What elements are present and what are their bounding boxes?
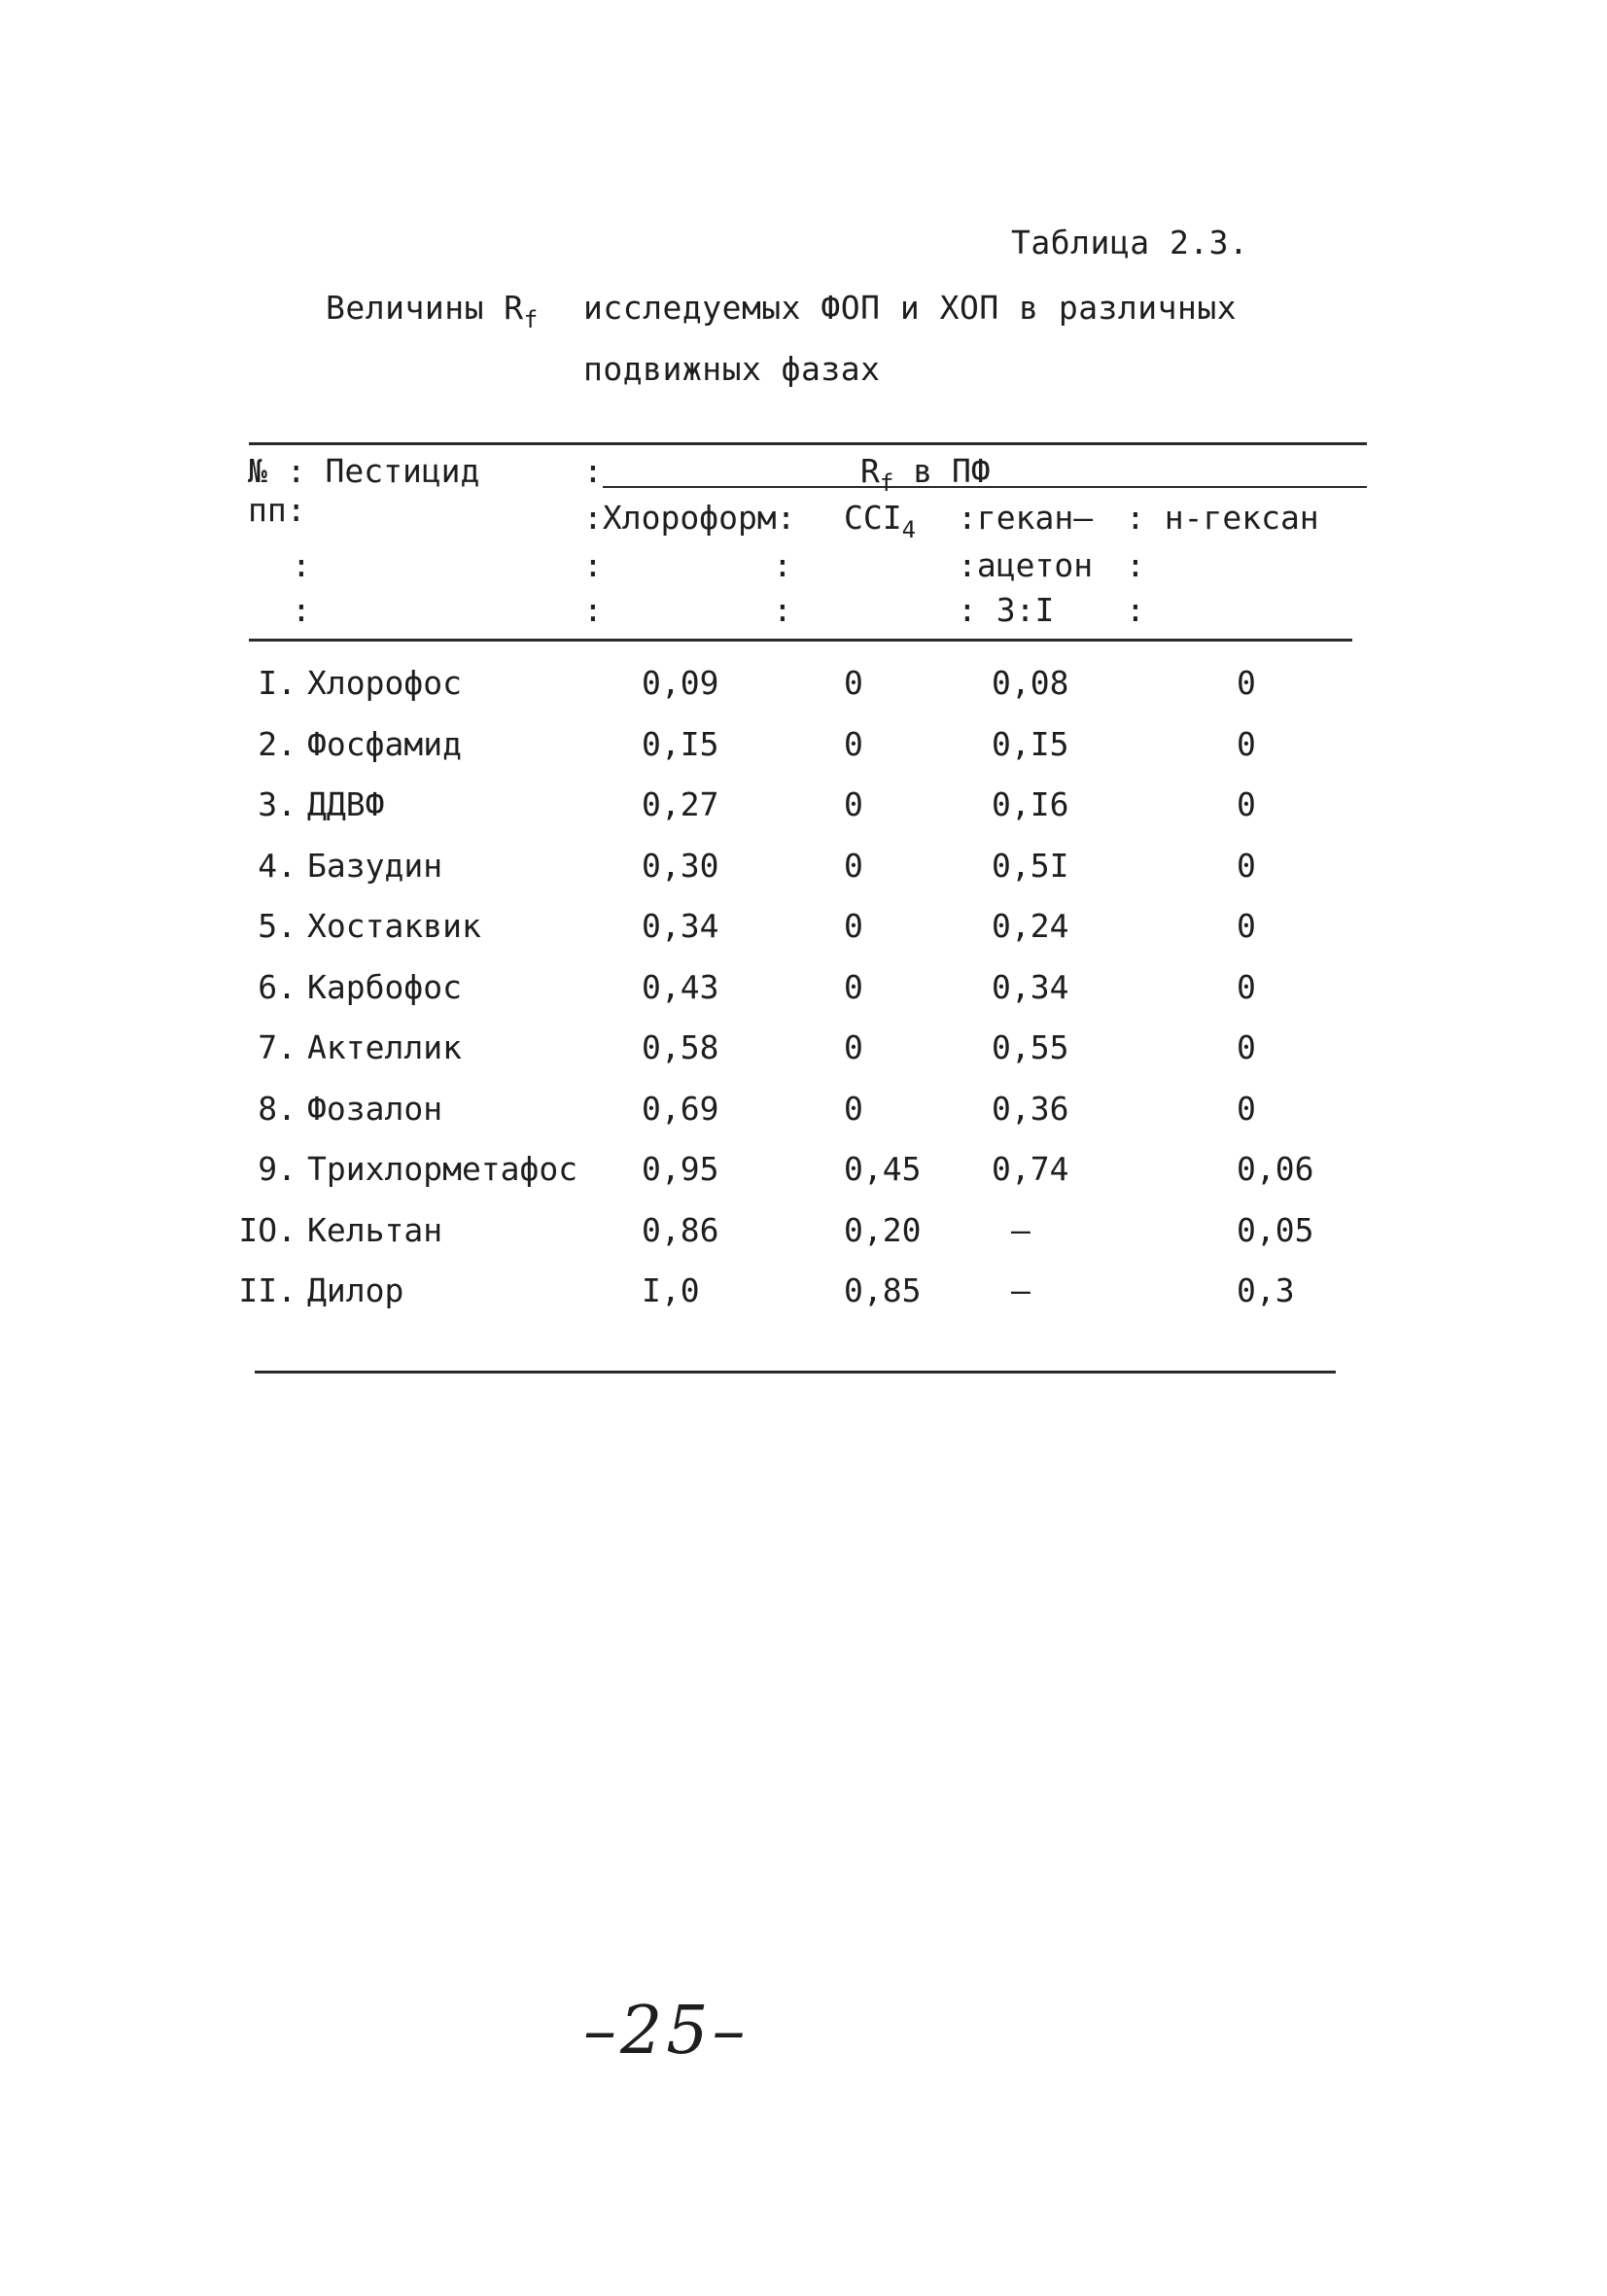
row-number: 3. (258, 785, 297, 823)
row-chloroform: 0,86 (642, 1210, 719, 1249)
row-pesticide: Кельтан (307, 1210, 443, 1249)
header-ccl4-sub: 4 (901, 516, 917, 543)
row-chloroform: 0,34 (642, 907, 719, 945)
row-number: 4. (258, 846, 297, 885)
row-number: 5. (258, 907, 297, 945)
row-hex-acetone: 0,74 (992, 1150, 1069, 1188)
row-chloroform: 0,43 (642, 967, 719, 1006)
row-hex-acetone: 0,34 (992, 967, 1069, 1006)
row-hex-acetone: 0,55 (992, 1028, 1069, 1066)
header-chloroform: :Хлороформ: (583, 499, 796, 537)
header-colon: : (292, 546, 311, 584)
header-hexane: : н-гексан (1126, 499, 1319, 537)
row-pesticide: ДДВФ (307, 785, 385, 823)
row-pesticide: Карбофос (307, 967, 462, 1006)
header-hexacetone-line2: :ацетон (958, 546, 1094, 584)
caption-line1-right: исследуемых ФОП и ХОП в различных (583, 289, 1238, 327)
row-ccl4: 0 (844, 967, 863, 1006)
row-hexane: 0 (1237, 1028, 1256, 1066)
row-chloroform: 0,69 (642, 1089, 719, 1128)
row-hexane: 0 (1237, 724, 1256, 763)
row-ccl4: 0 (844, 785, 863, 823)
row-pesticide: Базудин (307, 846, 443, 885)
header-colon: : (292, 591, 311, 629)
row-pesticide: Хлорофос (307, 664, 462, 702)
row-pesticide: Актеллик (307, 1028, 462, 1066)
header-group-label (860, 452, 991, 497)
row-ccl4: 0,85 (844, 1271, 922, 1309)
header-colon: : (583, 591, 603, 629)
row-ccl4: 0,20 (844, 1210, 922, 1249)
row-number: 9. (258, 1150, 297, 1188)
table-bottom-rule (255, 1371, 1336, 1374)
header-colon: : (773, 546, 792, 584)
row-hexane: 0,05 (1237, 1210, 1314, 1249)
row-hexane: 0,3 (1237, 1271, 1295, 1309)
row-number: 6. (258, 967, 297, 1006)
caption-line2: подвижных фазах (583, 350, 881, 388)
row-hex-acetone: – (1011, 1210, 1031, 1249)
row-hex-acetone: 0,08 (992, 664, 1069, 702)
caption-line1-left (326, 289, 539, 333)
header-colon: : (583, 452, 603, 490)
row-number: IO. (238, 1210, 297, 1249)
row-chloroform: 0,30 (642, 846, 719, 885)
row-chloroform: 0,I5 (642, 724, 719, 763)
header-group-suffix: в ПФ (913, 452, 991, 490)
header-colon: : (1126, 546, 1145, 584)
page-number: –25– (583, 1993, 750, 2070)
row-ccl4: 0 (844, 1089, 863, 1128)
header-ccl4 (844, 499, 916, 543)
row-hexane: 0 (1237, 907, 1256, 945)
row-ccl4: 0 (844, 1028, 863, 1066)
caption-rf-sub: f (523, 306, 539, 333)
header-colon: : (1126, 591, 1145, 629)
row-hex-acetone: – (1011, 1271, 1031, 1309)
row-hexane: 0 (1237, 664, 1256, 702)
row-ccl4: 0 (844, 907, 863, 945)
row-hex-acetone: 0,24 (992, 907, 1069, 945)
row-number: II. (238, 1271, 297, 1309)
row-number: 7. (258, 1028, 297, 1066)
row-hex-acetone: 0,5I (992, 846, 1069, 885)
row-chloroform: I,0 (642, 1271, 700, 1309)
row-pesticide: Фосфамид (307, 724, 462, 763)
row-hex-acetone: 0,I6 (992, 785, 1069, 823)
row-number: 8. (258, 1089, 297, 1128)
row-hex-acetone: 0,I5 (992, 724, 1069, 763)
header-num-name: № : Пестицид (248, 452, 480, 490)
row-hexane: 0 (1237, 785, 1256, 823)
table-top-rule (249, 442, 1367, 445)
row-chloroform: 0,95 (642, 1150, 719, 1188)
header-hexacetone-line3: : 3:I (958, 591, 1055, 629)
table-label: Таблица 2.3. (1011, 224, 1249, 261)
caption-rf: Величины R (326, 289, 524, 327)
row-hexane: 0,06 (1237, 1150, 1314, 1188)
row-hexane: 0 (1237, 846, 1256, 885)
row-ccl4: 0,45 (844, 1150, 922, 1188)
row-hexane: 0 (1237, 1089, 1256, 1128)
row-pesticide: Хостаквик (307, 907, 481, 945)
header-ccl4-text: CCI (844, 499, 902, 537)
row-chloroform: 0,09 (642, 664, 719, 702)
header-num-line2: пп: (248, 491, 306, 529)
row-pesticide: Трихлорметафос (307, 1150, 578, 1188)
row-chloroform: 0,27 (642, 785, 719, 823)
row-pesticide: Дилор (307, 1271, 404, 1309)
row-chloroform: 0,58 (642, 1028, 719, 1066)
row-number: I. (258, 664, 297, 702)
row-pesticide: Фозалон (307, 1089, 443, 1128)
row-hexane: 0 (1237, 967, 1256, 1006)
row-ccl4: 0 (844, 846, 863, 885)
row-hex-acetone: 0,36 (992, 1089, 1069, 1128)
row-ccl4: 0 (844, 724, 863, 763)
header-bottom-rule (249, 639, 1352, 642)
header-rf: R (860, 452, 880, 490)
header-hexacetone-line1: :гекан– (958, 499, 1094, 537)
row-number: 2. (258, 724, 297, 763)
header-rf-sub: f (879, 470, 894, 497)
header-colon: : (773, 591, 792, 629)
header-colon: : (583, 546, 603, 584)
row-ccl4: 0 (844, 664, 863, 702)
